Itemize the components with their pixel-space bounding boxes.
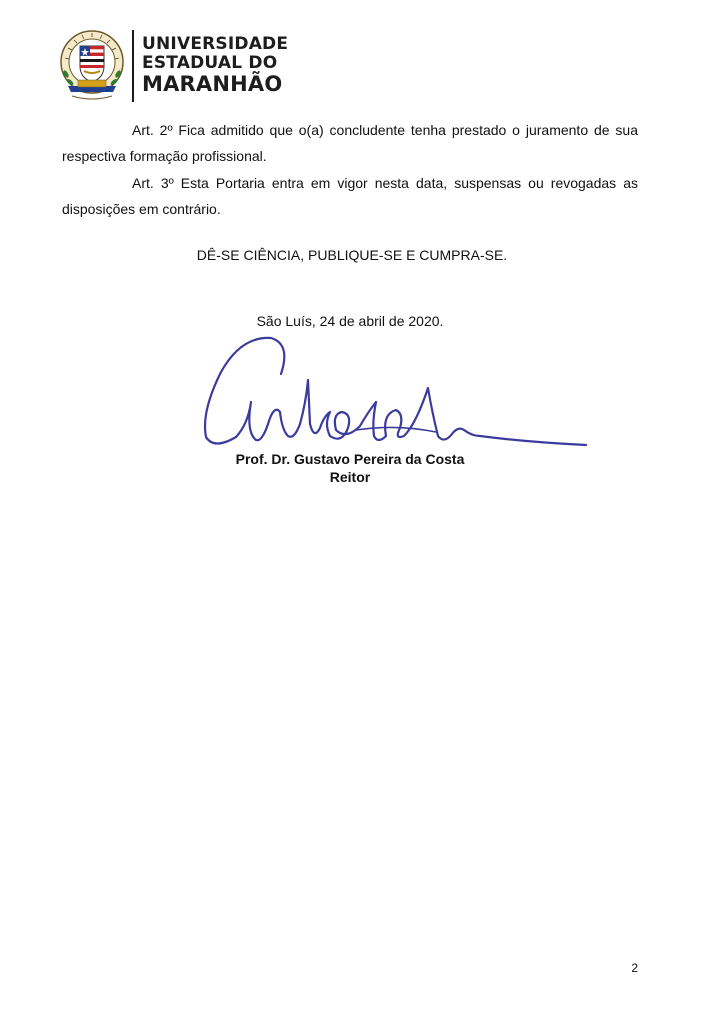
article-3-paragraph: Art. 3º Esta Portaria entra em vigor nesta data, suspensas ou revogadas as disposições em contrário.	[62, 175, 638, 217]
signer-name: Prof. Dr. Gustavo Pereira da Costa	[235, 451, 465, 467]
header-divider	[132, 30, 134, 102]
document-header	[58, 26, 298, 106]
place-and-date: São Luís, 24 de abril de 2020.	[256, 313, 444, 329]
closing-formula: DÊ-SE CIÊNCIA, PUBLIQUE-SE E CUMPRA-SE.	[196, 247, 508, 263]
signer-title: Reitor	[329, 469, 371, 485]
university-name-line-1: UNIVERSIDADE	[142, 34, 289, 54]
handwritten-signature	[196, 332, 596, 457]
university-name-line-2: ESTADUAL DO	[142, 53, 278, 73]
page-number: 2	[631, 961, 638, 975]
article-2-paragraph: Art. 2º Fica admitido que o(a) concludente tenha prestado o juramento de sua respectiva formação profissional.	[62, 122, 638, 164]
university-seal-logo	[58, 28, 126, 104]
signer-block	[227, 450, 473, 486]
university-name	[142, 35, 288, 95]
university-name-line-3: MARANHÃO	[142, 72, 283, 96]
